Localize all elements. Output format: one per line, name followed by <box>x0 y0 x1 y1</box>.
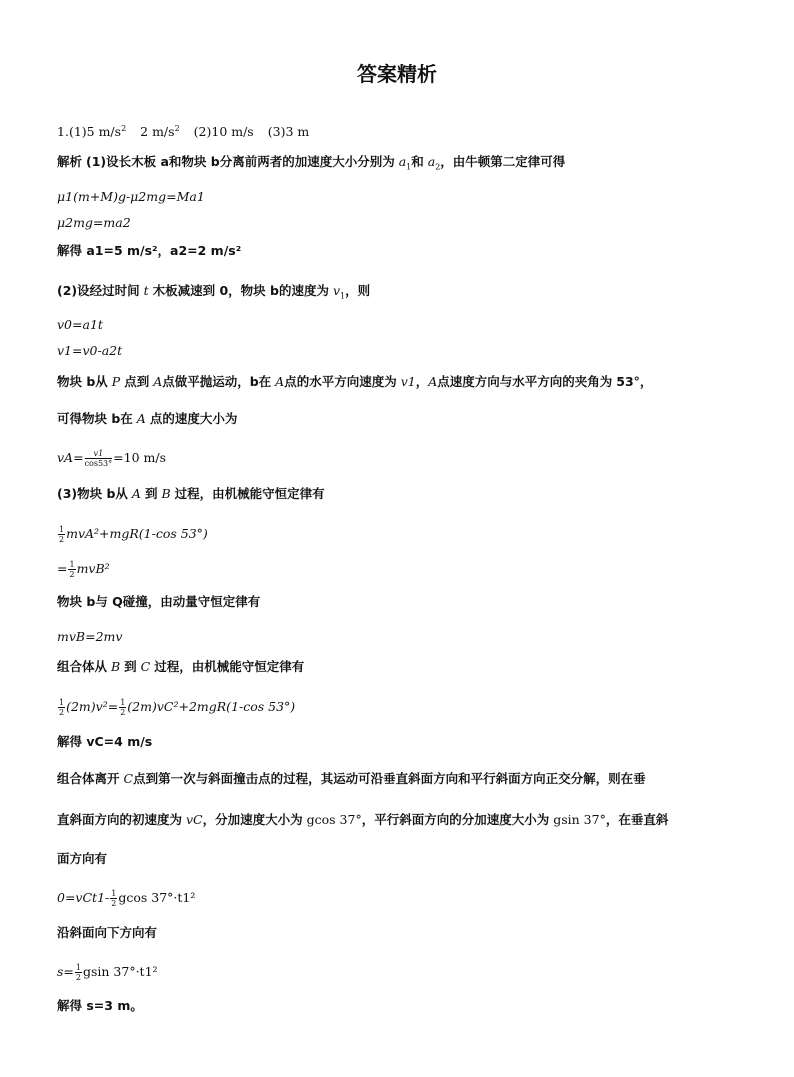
equation-4: v1=v0-a2t <box>57 343 123 358</box>
analysis-line-3: 物块 b从 P 点到 A点做平抛运动，b在 A点的水平方向速度为 v1，A点速度方向与水平方向的夹角为 53°， <box>57 374 653 389</box>
analysis-line-9: 直斜面方向的初速度为 vC，分加速度大小为 gcos 37°，平行斜面方向的分加速度大小为 gsin 37°，在垂直斜 <box>57 812 669 827</box>
answer-part-3: (3)3 m <box>267 124 310 139</box>
analysis-line-10: 面方向有 <box>57 851 108 866</box>
page-title: 答案精析 <box>357 62 437 86</box>
analysis-line-2: (2)设经过时间 t 木板减速到 0，物块 b的速度为 $v_1$，则 <box>57 283 371 301</box>
analysis-line-4: 可得物块 b在 A 点的速度大小为 <box>57 411 238 426</box>
solution-2: 解得 vC=4 m/s <box>57 734 153 749</box>
equation-11: s= $\frac{1}{2}$ gsin 37°·t1² <box>57 963 158 982</box>
analysis-line-8: 组合体离开 C点到第一次与斜面撞击点的过程，其运动可沿垂直斜面方向和平行斜面方向正交分解，则在垂 <box>57 771 646 786</box>
equation-8: mvB=2mv <box>57 629 123 644</box>
answer-part-1b: 2 m/s <box>140 124 175 139</box>
analysis-line-6: 物块 b与 Q碰撞，由动量守恒定律有 <box>57 594 261 609</box>
equation-1: μ1(m+M)g-μ2mg=Ma1 <box>57 189 205 204</box>
analysis-line-7: 组合体从 B 到 C 过程，由机械能守恒定律有 <box>57 659 305 674</box>
answer-summary: 1.(1)5 $m/s^2$ 2 $m/s^2$ (2)10 m/s (3)3 m <box>57 123 310 139</box>
equation-9: $\frac{1}{2}$ (2m)v²= $\frac{1}{2}$ (2m)vC²+2mgR(1-cos 53°) <box>59 698 296 717</box>
equation-7: = $\frac{1}{2}$ mvB² <box>57 560 110 579</box>
answer-part-1: (1)5 m/s <box>68 124 122 139</box>
question-number: 1. <box>57 124 69 139</box>
answer-part-2: (2)10 m/s <box>193 124 254 139</box>
equation-10: 0=vCt1- $\frac{1}{2}$ gcos 37°·t1² <box>57 889 196 908</box>
equation-2: μ2mg=ma2 <box>57 215 131 230</box>
equation-6: $\frac{1}{2}$ mvA²+mgR(1-cos 53°) <box>59 525 208 544</box>
fraction: $\frac{v1}{\cos 53^\circ}$ <box>84 449 113 468</box>
solution-1: 解得 a1=5 m/s²，a2=2 m/s² <box>57 243 242 258</box>
equation-3: v0=a1t <box>57 317 103 332</box>
equation-5: vA= $\frac{v1}{\cos 53^\circ}$ =10 m/s <box>57 449 166 468</box>
solution-3: 解得 s=3 m。 <box>57 998 143 1013</box>
analysis-line-11: 沿斜面向下方向有 <box>57 925 158 940</box>
analysis-line-1: 解析 (1)设长木板 a和物块 b分离前两者的加速度大小分别为 $a_1$和 $a_2$，由牛顿第二定律可得 <box>57 154 566 172</box>
analysis-line-5: (3)物块 b从 A 到 B 过程，由机械能守恒定律有 <box>57 486 325 501</box>
